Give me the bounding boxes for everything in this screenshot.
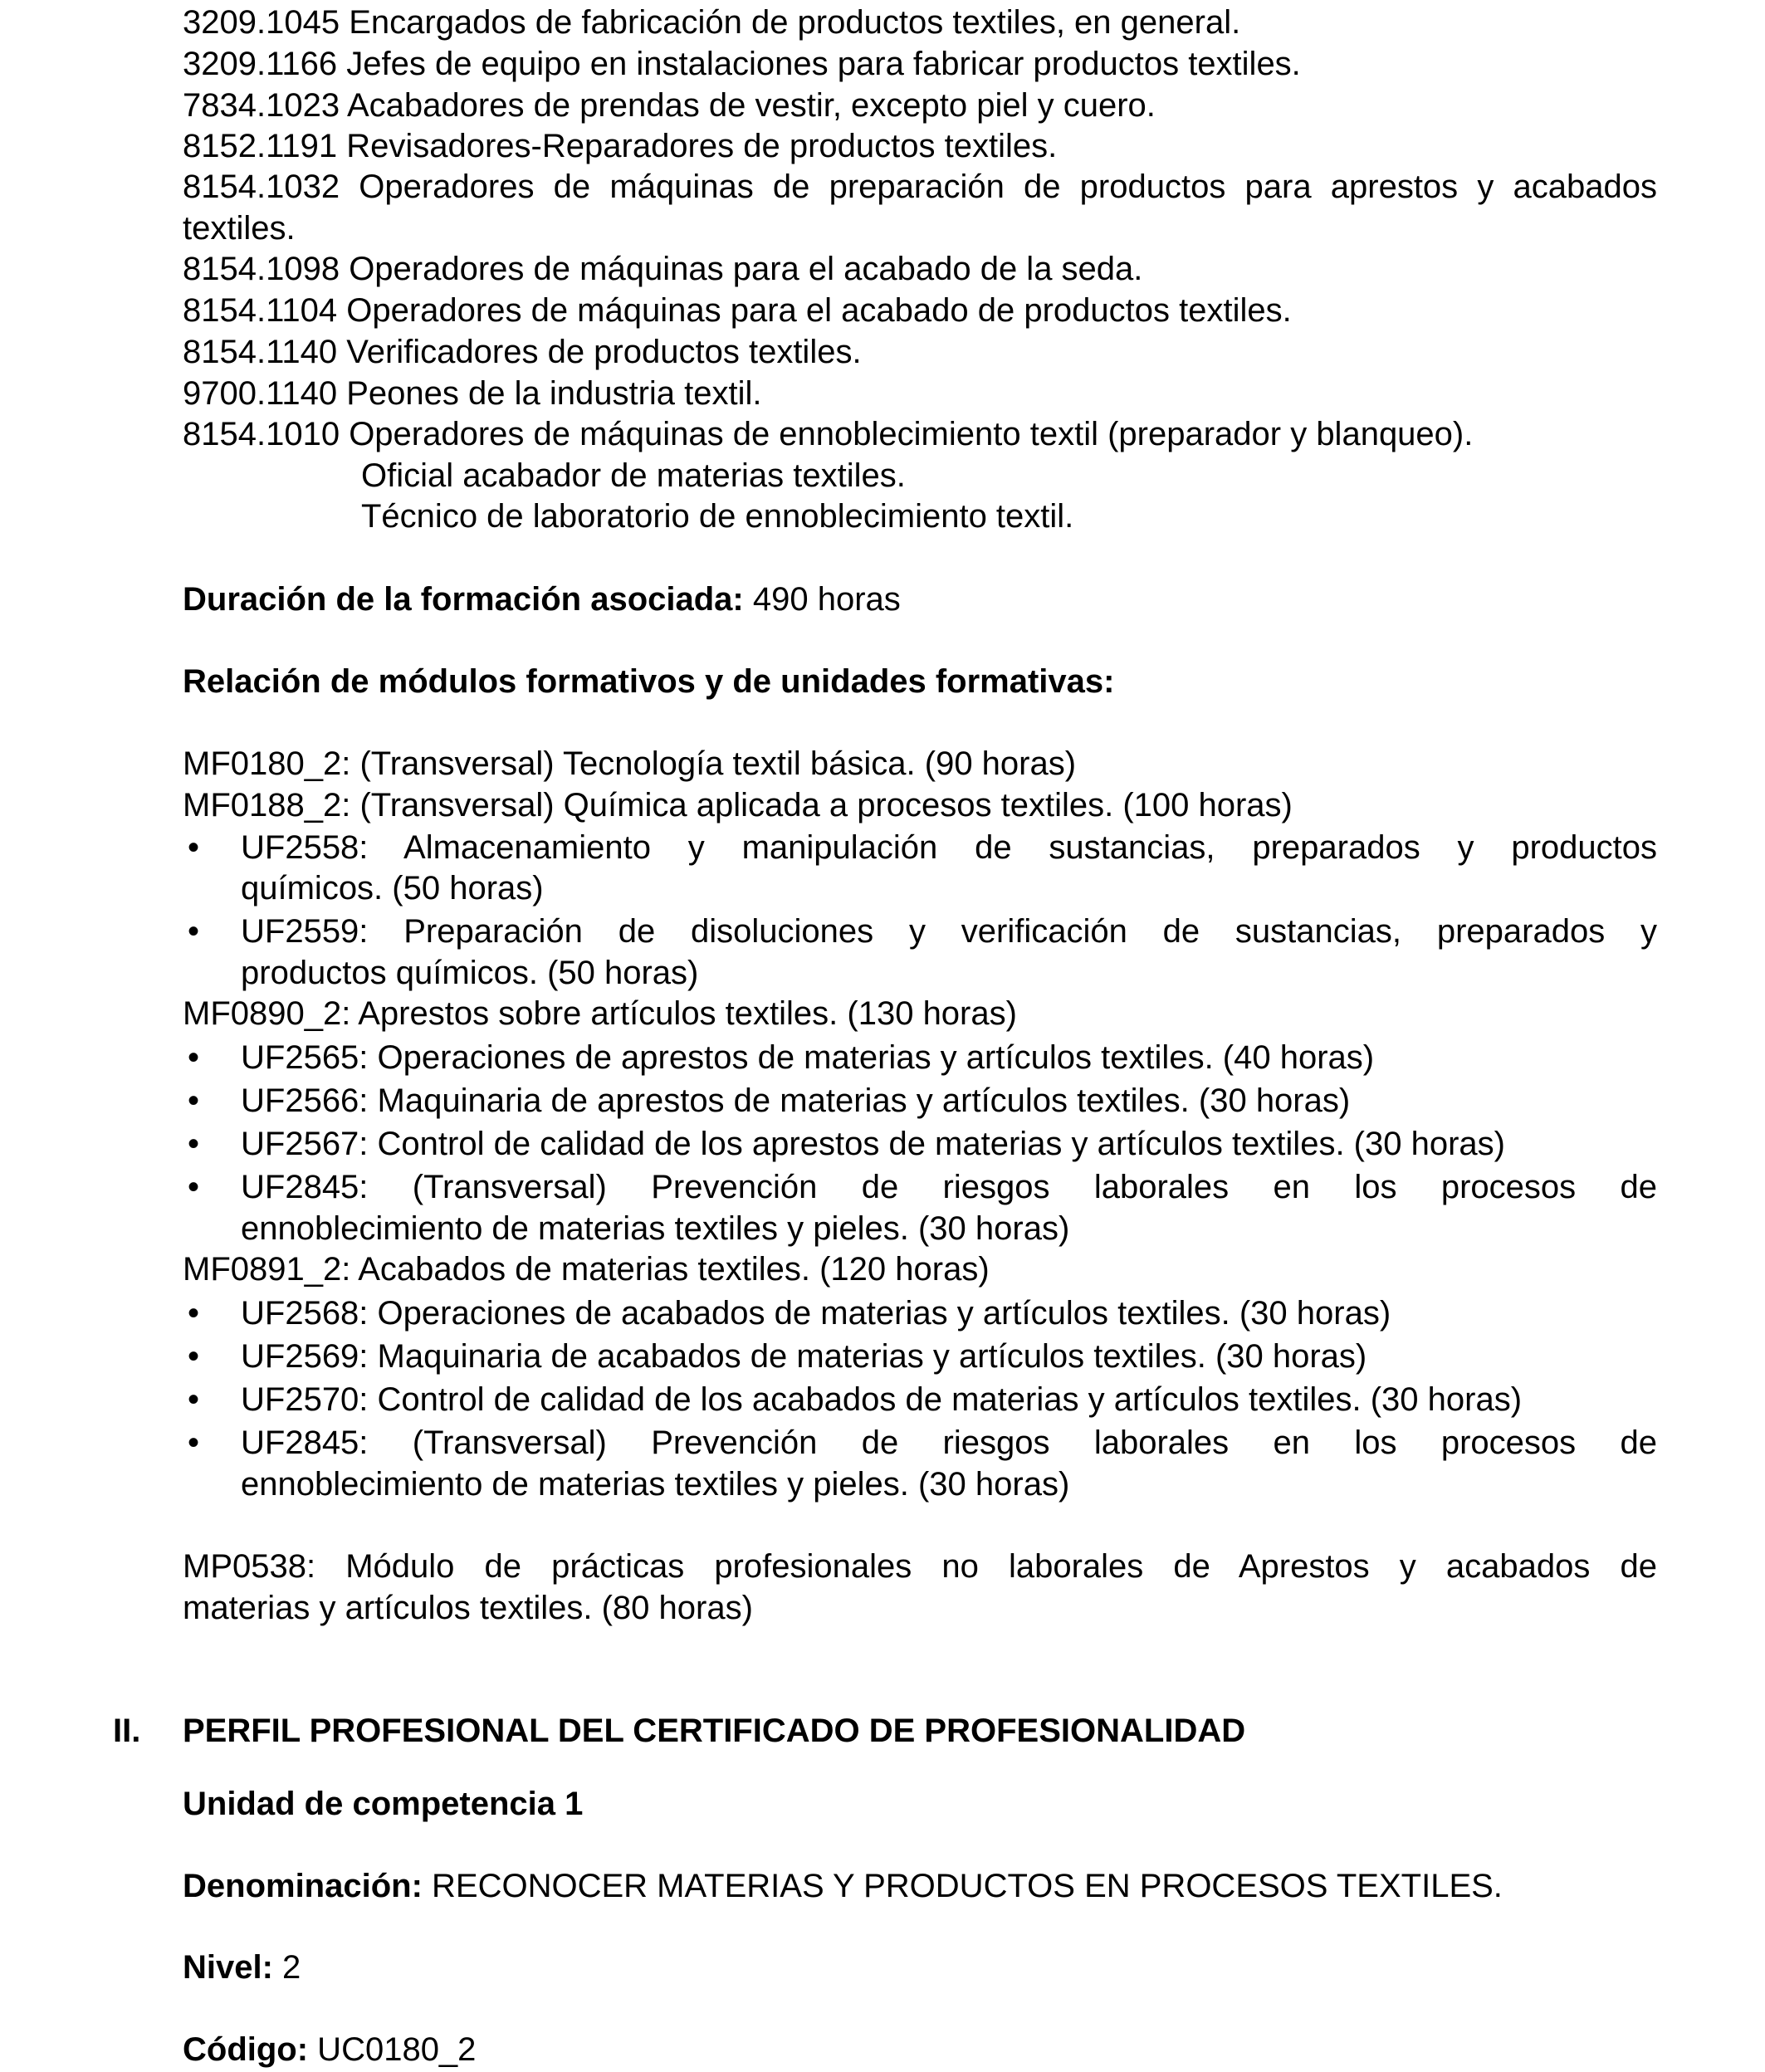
denominacion-label: Denominación: [183,1868,423,1904]
bullet-icon: • [188,829,200,866]
codigo-label: Código: [183,2031,309,2068]
occupation-item-indented: Técnico de laboratorio de ennoblecimiento textil. [361,498,1074,535]
bullet-icon: • [188,1082,200,1119]
unit-uf2845-continuation: ennoblecimiento de materias textiles y pieles. (30 horas) [241,1210,1070,1247]
relation-heading-text: Relación de módulos formativos y de unidades formativas: [183,663,1115,700]
section-title-text: PERFIL PROFESIONAL DEL CERTIFICADO DE PROFESIONALIDAD [183,1713,1246,1749]
occupation-item: 8152.1191 Revisadores-Reparadores de productos textiles. [183,128,1058,164]
occupation-item: 8154.1104 Operadores de máquinas para el acabado de productos textiles. [183,292,1292,329]
bullet-icon: • [188,1424,200,1461]
unit-uf2568: UF2568: Operaciones de acabados de materias y artículos textiles. (30 horas) [241,1295,1391,1332]
bullet-icon: • [188,913,200,950]
occupation-item: 7834.1023 Acabadores de prendas de vestir, excepto piel y cuero. [183,87,1156,124]
occupation-item: 3209.1045 Encargados de fabricación de productos textiles, en general. [183,4,1241,41]
occupation-item-continuation: textiles. [183,210,296,247]
section-title [183,1710,1245,1752]
nivel-line [183,1947,301,1988]
codigo-value: UC0180_2 [308,2031,477,2068]
bullet-icon: • [188,1039,200,1076]
occupation-item: 9700.1140 Peones de la industria textil. [183,375,762,412]
module-mf0891: MF0891_2: Acabados de materias textiles. (120 horas) [183,1251,990,1288]
unit-uf2558: UF2558: Almacenamiento y manipulación de sustancias, preparados y productos [241,829,1657,866]
codigo-line [183,2029,476,2070]
duration-label: Duración de la formación asociada: [183,581,744,618]
relation-heading [183,661,1114,702]
module-mp0538-continuation: materias y artículos textiles. (80 horas) [183,1590,753,1626]
unit-uf2559: UF2559: Preparación de disoluciones y verificación de sustancias, preparados y [241,913,1657,950]
unit-uf2845: UF2845: (Transversal) Prevención de riesgos laborales en los procesos de [241,1424,1657,1461]
occupation-item: 8154.1098 Operadores de máquinas para el acabado de la seda. [183,251,1143,287]
bullet-icon: • [188,1381,200,1418]
module-mf0188: MF0188_2: (Transversal) Química aplicada a procesos textiles. (100 horas) [183,787,1293,823]
nivel-value: 2 [272,1949,301,1986]
occupation-item: 8154.1032 Operadores de máquinas de preparación de productos para aprestos y acabados [183,169,1657,205]
unit-uf2558-continuation: químicos. (50 horas) [241,870,544,906]
unit-uf2570: UF2570: Control de calidad de los acabados de materias y artículos textiles. (30 horas) [241,1381,1523,1418]
bullet-icon: • [188,1295,200,1332]
unit-uf2569: UF2569: Maquinaria de acabados de materias y artículos textiles. (30 horas) [241,1338,1367,1375]
unit-uf2565: UF2565: Operaciones de aprestos de materias y artículos textiles. (40 horas) [241,1039,1375,1076]
occupation-item: 8154.1010 Operadores de máquinas de ennoblecimiento textil (preparador y blanqueo). [183,416,1474,452]
occupation-item: 8154.1140 Verificadores de productos textiles. [183,334,862,370]
module-mf0890: MF0890_2: Aprestos sobre artículos textiles. (130 horas) [183,995,1017,1032]
denominacion-line [183,1865,1503,1907]
unit-uf2559-continuation: productos químicos. (50 horas) [241,955,699,991]
occupation-item-indented: Oficial acabador de materias textiles. [361,457,906,494]
nivel-label: Nivel: [183,1949,273,1986]
unit-uf2845: UF2845: (Transversal) Prevención de riesgos laborales en los procesos de [241,1169,1657,1205]
unit-heading-text: Unidad de competencia 1 [183,1786,584,1822]
unit-heading [183,1783,583,1825]
bullet-icon: • [188,1338,200,1375]
unit-uf2567: UF2567: Control de calidad de los aprestos de materias y artículos textiles. (30 horas) [241,1126,1505,1162]
duration-line [183,579,901,620]
occupation-item: 3209.1166 Jefes de equipo en instalaciones para fabricar productos textiles. [183,46,1301,82]
unit-uf2566: UF2566: Maquinaria de aprestos de materias y artículos textiles. (30 horas) [241,1082,1351,1119]
bullet-icon: • [188,1126,200,1162]
section-number: II. [113,1713,141,1749]
module-mf0180: MF0180_2: (Transversal) Tecnología textil básica. (90 horas) [183,745,1077,782]
unit-uf2845-continuation: ennoblecimiento de materias textiles y pieles. (30 horas) [241,1466,1070,1503]
bullet-icon: • [188,1169,200,1205]
duration-value: 490 horas [743,581,901,618]
module-mp0538: MP0538: Módulo de prácticas profesionales no laborales de Aprestos y acabados de [183,1548,1657,1585]
denominacion-value: RECONOCER MATERIAS Y PRODUCTOS EN PROCESOS TEXTILES. [422,1868,1503,1904]
